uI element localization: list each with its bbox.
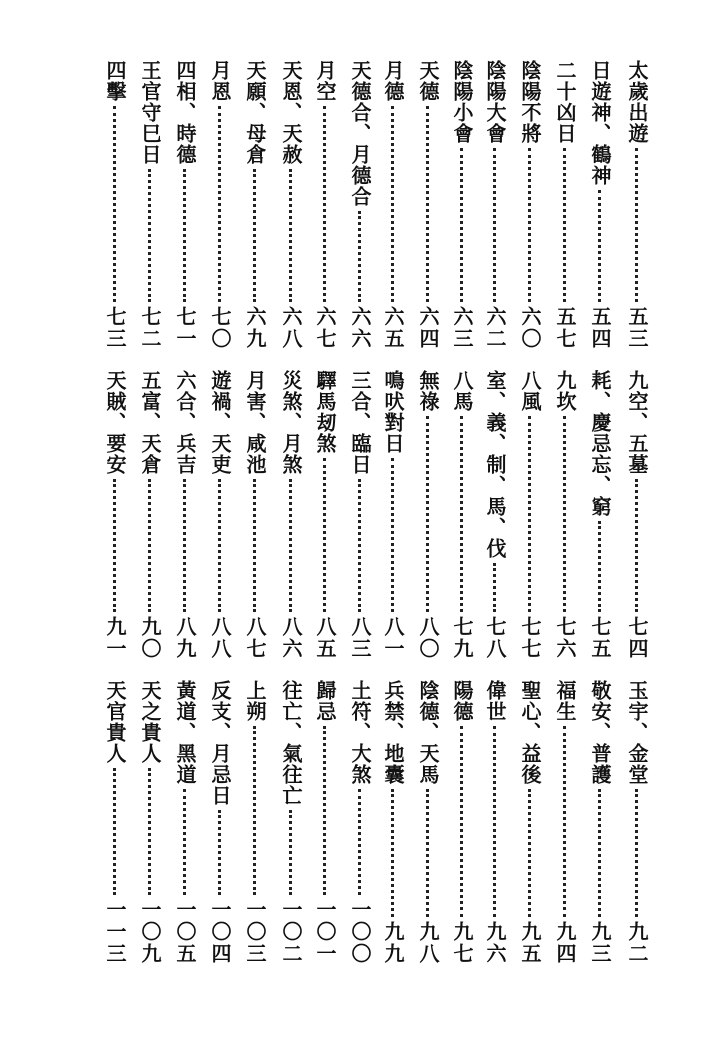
leader-dots	[563, 148, 570, 302]
entry-title: 敬安、普護	[588, 680, 612, 785]
entry-page-number: 八八	[208, 616, 232, 660]
entry-page-number: 六四	[416, 306, 440, 350]
leader-dots	[289, 479, 296, 612]
toc-entry	[205, 680, 235, 965]
entry-page-number: 八三	[348, 616, 372, 660]
toc-entry	[480, 60, 510, 350]
leader-dots	[323, 458, 330, 612]
leader-dots	[183, 479, 190, 612]
entry-title: 兵禁、地囊	[381, 680, 405, 785]
entry-page-number: 一〇三	[243, 899, 267, 965]
leader-dots	[426, 416, 433, 612]
toc-entry	[205, 60, 235, 350]
toc-entry	[378, 370, 408, 660]
leader-dots	[253, 726, 260, 895]
leader-dots	[460, 148, 467, 302]
leader-dots	[148, 768, 155, 895]
entry-title: 天之貴人	[138, 680, 162, 764]
entry-title: 天官貴人	[103, 680, 127, 764]
entry-page-number: 九四	[553, 921, 577, 965]
entry-title: 無祿	[416, 370, 440, 412]
entry-title: 陽德	[450, 680, 474, 722]
toc-entry	[100, 370, 130, 660]
entry-title: 月害、咸池	[243, 370, 267, 475]
entry-title: 災煞、月煞	[279, 370, 303, 475]
toc-entry	[622, 60, 652, 350]
toc-section-2	[95, 370, 660, 660]
entry-title: 四擊	[103, 60, 127, 102]
leader-dots	[598, 190, 605, 302]
toc-entry	[135, 60, 165, 350]
toc-entry	[170, 370, 200, 660]
entry-page-number: 八七	[243, 616, 267, 660]
entry-page-number: 九三	[588, 921, 612, 965]
entry-page-number: 六九	[243, 306, 267, 350]
leader-dots	[148, 479, 155, 612]
entry-page-number: 七〇	[208, 306, 232, 350]
toc-entry	[378, 60, 408, 350]
toc-entry	[515, 60, 545, 350]
entry-title: 四相、時德	[173, 60, 197, 165]
leader-dots	[598, 789, 605, 917]
entry-page-number: 八六	[279, 616, 303, 660]
toc-entry	[170, 60, 200, 350]
entry-page-number: 一〇二	[279, 899, 303, 965]
entry-page-number: 六三	[450, 306, 474, 350]
entry-page-number: 一一三	[103, 899, 127, 965]
leader-dots	[528, 416, 535, 612]
entry-title: 室、義、制、馬、伐	[483, 370, 507, 559]
leader-dots	[289, 169, 296, 302]
toc-entry	[276, 60, 306, 350]
entry-title: 月恩	[208, 60, 232, 102]
toc-section-1	[95, 60, 660, 350]
leader-dots	[493, 726, 500, 917]
leader-dots	[113, 106, 120, 302]
toc-entry	[622, 370, 652, 660]
toc-entry	[480, 370, 510, 660]
toc-entry	[413, 680, 443, 965]
leader-dots	[323, 106, 330, 302]
toc-entry	[515, 680, 545, 965]
entry-page-number: 七九	[450, 616, 474, 660]
entry-page-number: 七一	[173, 306, 197, 350]
leader-dots	[289, 810, 296, 895]
leader-dots	[635, 789, 642, 917]
entry-title: 八風	[518, 370, 542, 412]
leader-dots	[253, 479, 260, 612]
entry-page-number: 六二	[483, 306, 507, 350]
toc-entry	[310, 60, 340, 350]
leader-dots	[426, 106, 433, 302]
entry-page-number: 八一	[381, 616, 405, 660]
entry-title: 天恩、天赦	[279, 60, 303, 165]
entry-title: 陰陽大會	[483, 60, 507, 144]
leader-dots	[391, 458, 398, 612]
toc-entry	[100, 60, 130, 350]
toc-entry	[276, 370, 306, 660]
entry-page-number: 九〇	[138, 616, 162, 660]
entry-title: 太歲出遊	[625, 60, 649, 144]
toc-entry	[515, 370, 545, 660]
toc-entry	[480, 680, 510, 965]
toc-entry	[310, 370, 340, 660]
toc-entry	[585, 60, 615, 350]
entry-title: 日遊神、鶴神	[588, 60, 612, 186]
entry-page-number: 七七	[518, 616, 542, 660]
toc-entry	[378, 680, 408, 965]
entry-page-number: 八五	[313, 616, 337, 660]
leader-dots	[323, 726, 330, 895]
leader-dots	[253, 169, 260, 302]
entry-title: 二十凶日	[553, 60, 577, 144]
toc-entry	[345, 370, 375, 660]
entry-page-number: 五三	[625, 306, 649, 350]
leader-dots	[391, 106, 398, 302]
toc-entry	[240, 680, 270, 965]
leader-dots	[358, 211, 365, 302]
entry-page-number: 八〇	[416, 616, 440, 660]
toc-entry	[135, 680, 165, 965]
toc-entry	[170, 680, 200, 965]
entry-page-number: 六〇	[518, 306, 542, 350]
entry-page-number: 九六	[483, 921, 507, 965]
toc-entry	[135, 370, 165, 660]
leader-dots	[528, 148, 535, 302]
entry-title: 鳴吠對日	[381, 370, 405, 454]
toc-entry	[240, 60, 270, 350]
toc-entry	[413, 370, 443, 660]
leader-dots	[528, 789, 535, 917]
leader-dots	[563, 416, 570, 612]
toc-entry	[447, 370, 477, 660]
entry-title: 天德	[416, 60, 440, 102]
entry-page-number: 七四	[625, 616, 649, 660]
entry-page-number: 六八	[279, 306, 303, 350]
entry-title: 耗、慶忌忘、窮	[588, 370, 612, 517]
entry-title: 八馬	[450, 370, 474, 412]
leader-dots	[635, 148, 642, 302]
entry-page-number: 九九	[381, 921, 405, 965]
toc-entry	[447, 60, 477, 350]
entry-page-number: 六六	[348, 306, 372, 350]
entry-title: 反支、月忌日	[208, 680, 232, 806]
entry-title: 遊禍、天吏	[208, 370, 232, 475]
entry-title: 歸忌	[313, 680, 337, 722]
toc-entry	[205, 370, 235, 660]
toc-entry	[310, 680, 340, 965]
entry-title: 陰德、天馬	[416, 680, 440, 785]
leader-dots	[218, 479, 225, 612]
entry-title: 六合、兵吉	[173, 370, 197, 475]
entry-page-number: 一〇一	[313, 899, 337, 965]
toc-entry	[550, 680, 580, 965]
leader-dots	[460, 416, 467, 612]
entry-title: 月空	[313, 60, 337, 102]
toc-entry	[345, 680, 375, 965]
leader-dots	[460, 726, 467, 917]
entry-title: 上朔	[243, 680, 267, 722]
entry-page-number: 七六	[553, 616, 577, 660]
entry-title: 偉世	[483, 680, 507, 722]
entry-page-number: 一〇五	[173, 899, 197, 965]
entry-title: 三合、臨日	[348, 370, 372, 475]
entry-page-number: 九一	[103, 616, 127, 660]
leader-dots	[563, 726, 570, 917]
entry-title: 黃道、黑道	[173, 680, 197, 785]
leader-dots	[598, 521, 605, 612]
toc-entry	[413, 60, 443, 350]
entry-page-number: 九八	[416, 921, 440, 965]
entry-title: 土符、大煞	[348, 680, 372, 785]
entry-title: 天願、母倉	[243, 60, 267, 165]
entry-page-number: 九五	[518, 921, 542, 965]
entry-title: 天賊、要安	[103, 370, 127, 475]
entry-title: 驛馬刼煞	[313, 370, 337, 454]
leader-dots	[358, 479, 365, 612]
entry-title: 玉宇、金堂	[625, 680, 649, 785]
toc-entry	[622, 680, 652, 965]
entry-title: 月德	[381, 60, 405, 102]
leader-dots	[391, 789, 398, 917]
entry-page-number: 一〇〇	[348, 899, 372, 965]
entry-page-number: 八九	[173, 616, 197, 660]
leader-dots	[493, 148, 500, 302]
entry-title: 往亡、氣往亡	[279, 680, 303, 806]
entry-title: 聖心、益後	[518, 680, 542, 785]
entry-page-number: 七三	[103, 306, 127, 350]
leader-dots	[493, 563, 500, 612]
entry-title: 九空、五墓	[625, 370, 649, 475]
entry-page-number: 一〇四	[208, 899, 232, 965]
entry-title: 五富、天倉	[138, 370, 162, 475]
toc-entry	[240, 370, 270, 660]
leader-dots	[358, 789, 365, 895]
entry-title: 陰陽不將	[518, 60, 542, 144]
toc-entry	[447, 680, 477, 965]
entry-page-number: 七五	[588, 616, 612, 660]
entry-page-number: 七八	[483, 616, 507, 660]
entry-page-number: 九七	[450, 921, 474, 965]
entry-title: 福生	[553, 680, 577, 722]
leader-dots	[113, 768, 120, 895]
leader-dots	[183, 169, 190, 302]
leader-dots	[218, 810, 225, 895]
entry-page-number: 五四	[588, 306, 612, 350]
entry-title: 王官守巳日	[138, 60, 162, 165]
entry-page-number: 七二	[138, 306, 162, 350]
leader-dots	[218, 106, 225, 302]
leader-dots	[148, 169, 155, 302]
entry-title: 陰陽小會	[450, 60, 474, 144]
entry-title: 九坎	[553, 370, 577, 412]
toc-entry	[100, 680, 130, 965]
entry-title: 天德合、月德合	[348, 60, 372, 207]
toc-entry	[276, 680, 306, 965]
entry-page-number: 六七	[313, 306, 337, 350]
toc-entry	[585, 370, 615, 660]
toc-section-3	[95, 680, 660, 965]
toc-entry	[550, 370, 580, 660]
entry-page-number: 六五	[381, 306, 405, 350]
toc-entry	[345, 60, 375, 350]
entry-page-number: 九二	[625, 921, 649, 965]
toc-entry	[550, 60, 580, 350]
leader-dots	[183, 789, 190, 895]
leader-dots	[426, 789, 433, 917]
toc-entry	[585, 680, 615, 965]
leader-dots	[635, 479, 642, 612]
entry-page-number: 一〇九	[138, 899, 162, 965]
leader-dots	[113, 479, 120, 612]
entry-page-number: 五七	[553, 306, 577, 350]
